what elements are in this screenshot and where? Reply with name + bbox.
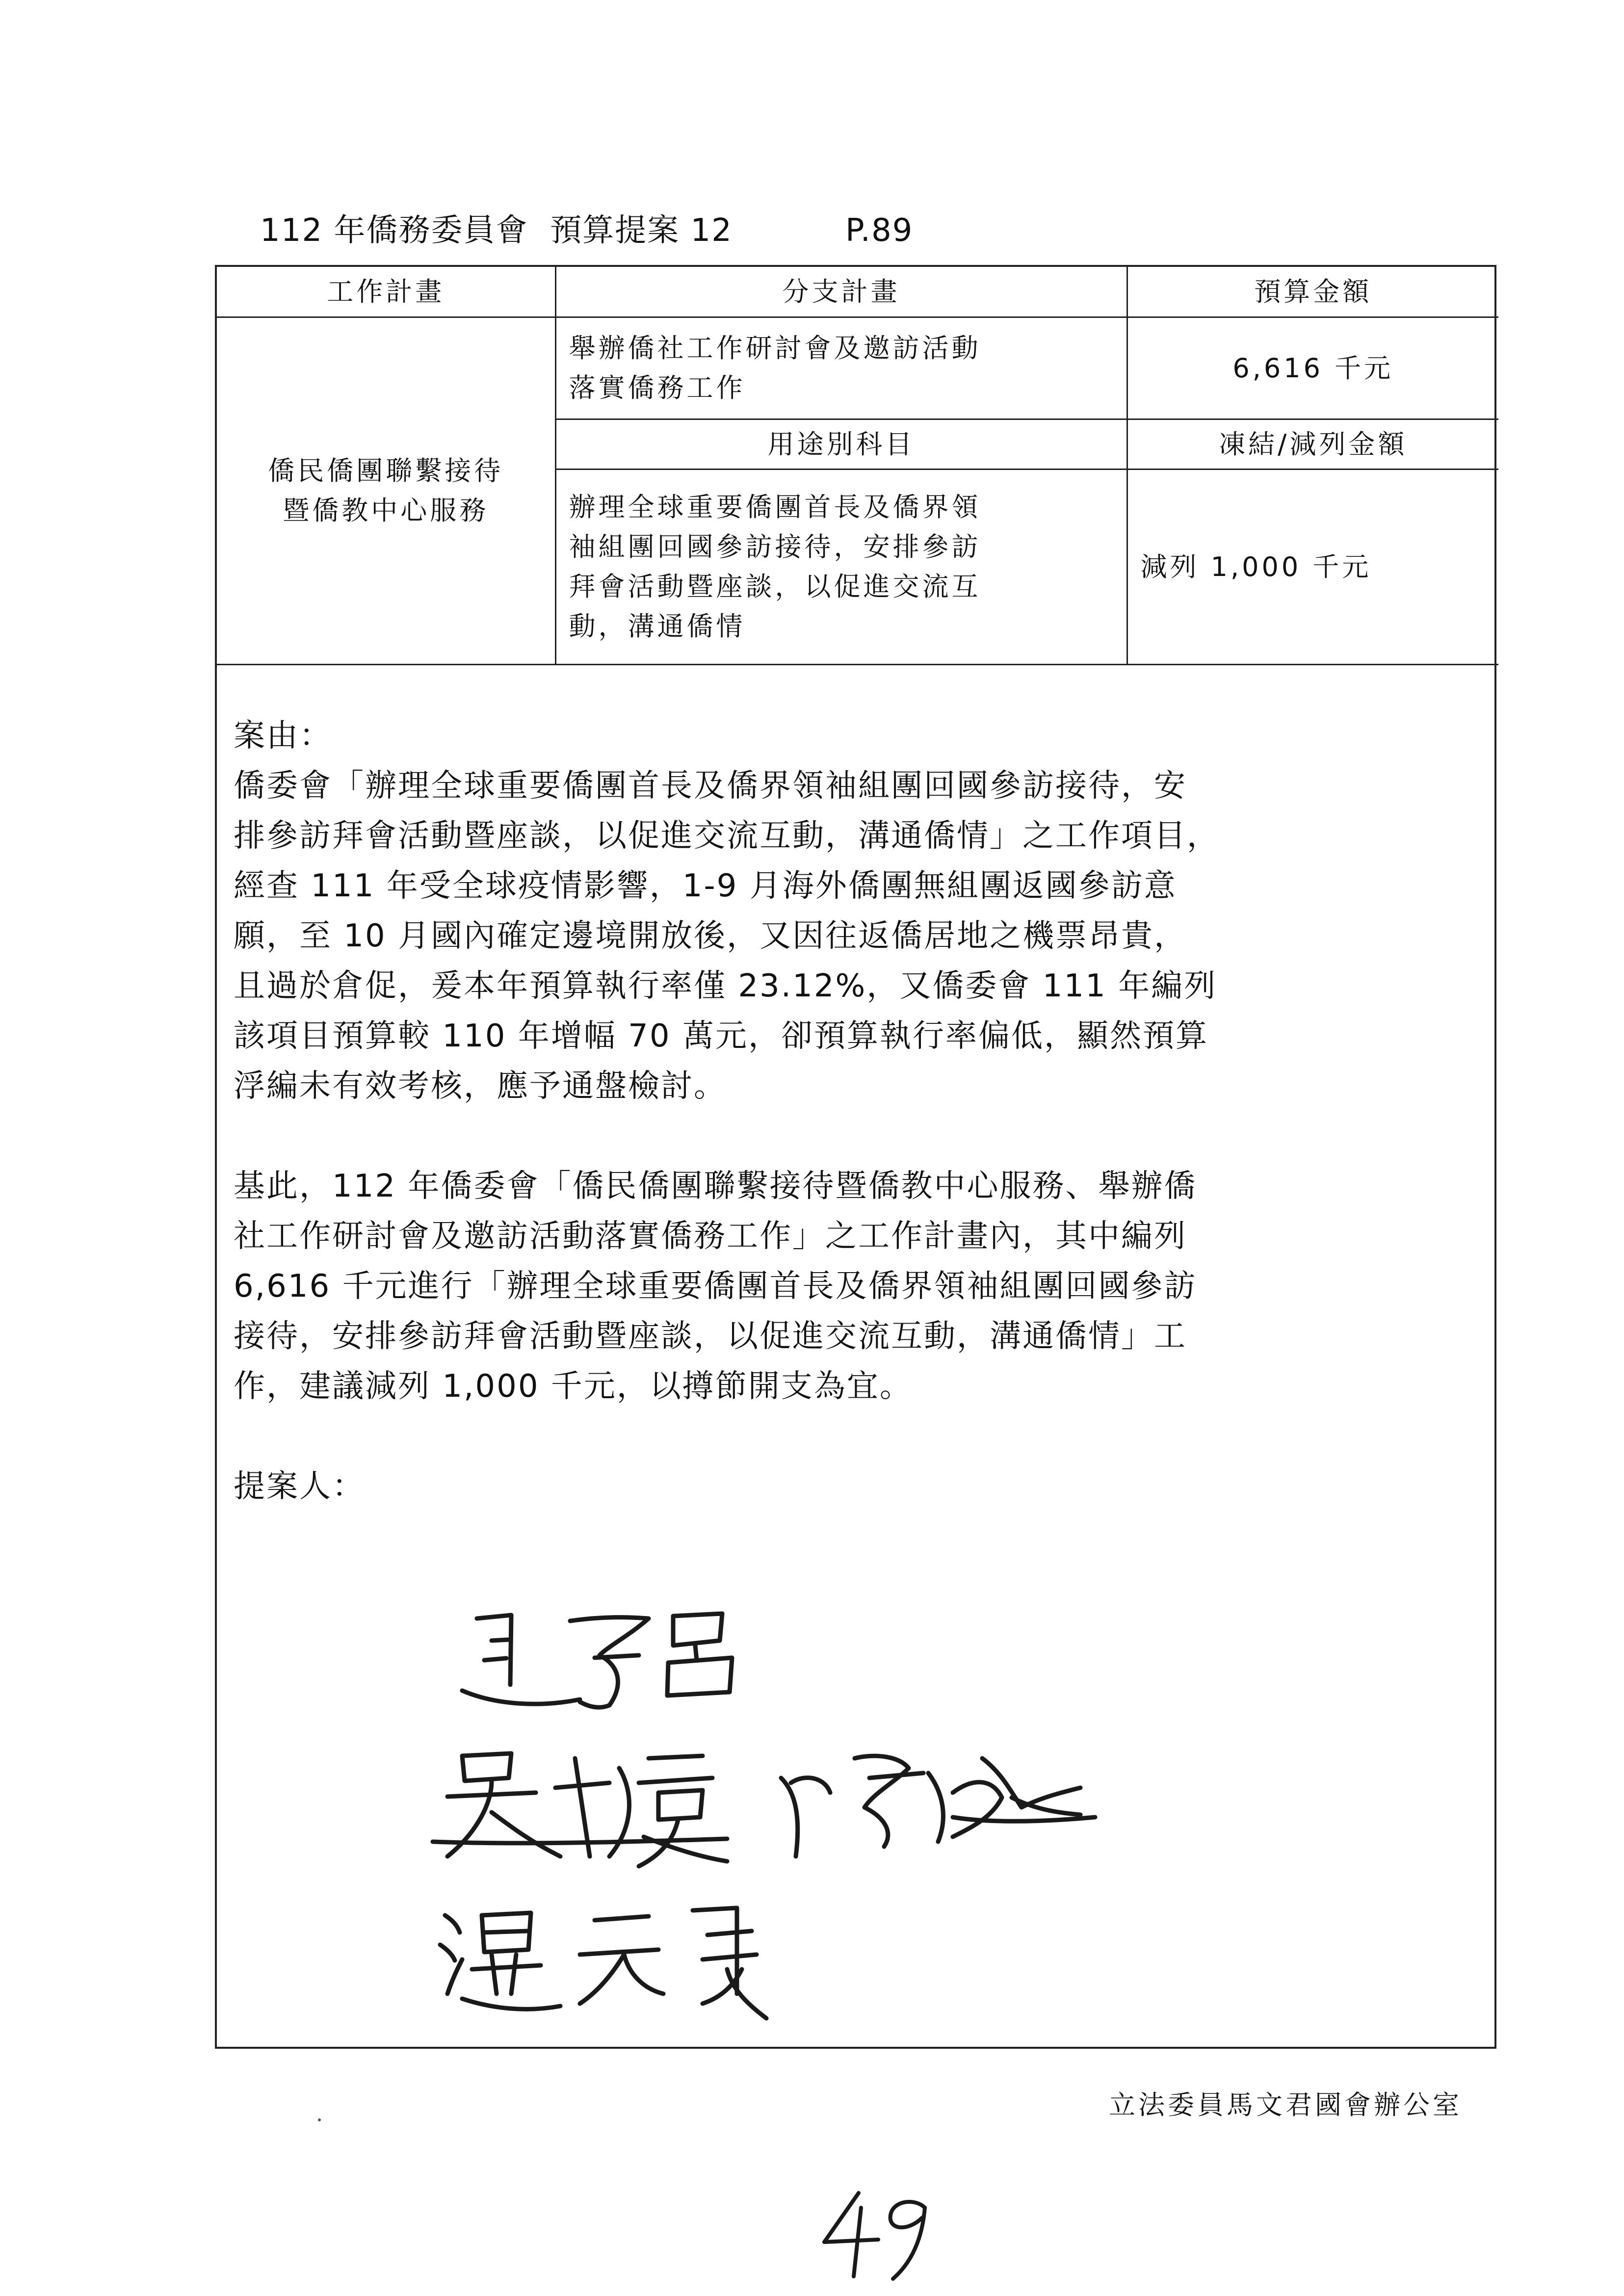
document-header (260, 205, 913, 250)
budget-amount-header: 預算金額 (1127, 267, 1498, 317)
scan-speck (318, 2118, 321, 2121)
sub-plan-header: 分支計畫 (555, 267, 1127, 317)
budget-amount-value: 6,616 千元 (1127, 317, 1498, 419)
table-header-row (217, 267, 1498, 317)
work-plan-line: 僑民僑團聯繫接待 (268, 455, 504, 486)
body-line: 僑委會「辦理全球重要僑團首長及僑界領袖組團回國參訪接待，安 (234, 768, 1187, 804)
paragraph-gap (234, 1111, 1485, 1161)
page-reference: P.89 (845, 212, 914, 249)
proposer-label: 提案人： (234, 1468, 365, 1505)
reason-label: 案由： (234, 718, 332, 754)
sub-plan-line: 落實僑務工作 (569, 372, 746, 403)
signature-wu-sih-huai (433, 1753, 727, 1866)
body-line: 作，建議減列 1,000 千元，以撙節開支為宜。 (234, 1368, 913, 1405)
body-line: 該項目預算較 110 年增幅 70 萬元，卻預算執行率偏低，顯然預算 (234, 1018, 1208, 1054)
body-line: 社工作研討會及邀訪活動落實僑務工作」之工作計畫內，其中編列 (234, 1218, 1187, 1254)
frozen-cut-value: 減列 1,000 千元 (1127, 469, 1498, 664)
body-line: 願，至 10 月國內確定邊境開放後，又因往返僑居地之機票昂貴， (234, 918, 1187, 954)
body-line: 且過於倉促，爰本年預算執行率僅 23.12%，又僑委會 111 年編列 (234, 968, 1217, 1004)
office-footer: 立法委員馬文君國會辦公室 (1109, 2089, 1462, 2120)
paragraph-gap (234, 1411, 1485, 1461)
handwritten-signatures (217, 1562, 1494, 2043)
purpose-item-cell (555, 469, 1127, 664)
signature-wen-yu-sia (440, 1908, 766, 2018)
handwritten-page-number (805, 2178, 952, 2286)
proposal-body (234, 711, 1485, 1512)
work-plan-line: 暨僑教中心服務 (283, 495, 489, 526)
sub-plan-cell (555, 317, 1127, 419)
proposal-title: 112 年僑務委員會 預算提案 12 (260, 212, 733, 249)
body-line: 基此，112 年僑委會「僑民僑團聯繫接待暨僑教中心服務、舉辦僑 (234, 1168, 1197, 1204)
work-plan-header: 工作計畫 (217, 267, 555, 317)
signature-ma-wen-chun (462, 1614, 732, 1707)
signature-chen-yu-jhen (781, 1756, 1095, 1856)
body-line: 接待，安排參訪拜會活動暨座談，以促進交流互動，溝通僑情」工 (234, 1318, 1187, 1355)
sub-plan-line: 舉辦僑社工作研討會及邀訪活動 (569, 333, 981, 364)
frozen-cut-header: 凍結/減列金額 (1127, 419, 1498, 469)
proposal-frame (215, 265, 1496, 2049)
purpose-item-line: 動，溝通僑情 (569, 611, 746, 642)
body-line: 6,616 千元進行「辦理全球重要僑團首長及僑界領袖組團回國參訪 (234, 1268, 1197, 1305)
purpose-item-line: 拜會活動暨座談，以促進交流互 (569, 571, 981, 602)
body-line: 排參訪拜會活動暨座談，以促進交流互動，溝通僑情」之工作項目， (234, 818, 1220, 854)
purpose-item-line: 辦理全球重要僑團首長及僑界領 (569, 492, 981, 522)
table-row (217, 317, 1498, 419)
body-line: 浮編未有效考核，應予通盤檢討。 (234, 1068, 727, 1104)
work-plan-cell (217, 317, 555, 664)
body-line: 經查 111 年受全球疫情影響，1-9 月海外僑團無組團返國參訪意 (234, 868, 1177, 904)
budget-table (217, 267, 1498, 665)
purpose-item-header: 用途別科目 (555, 419, 1127, 469)
purpose-item-line: 袖組團回國參訪接待，安排參訪 (569, 531, 981, 562)
